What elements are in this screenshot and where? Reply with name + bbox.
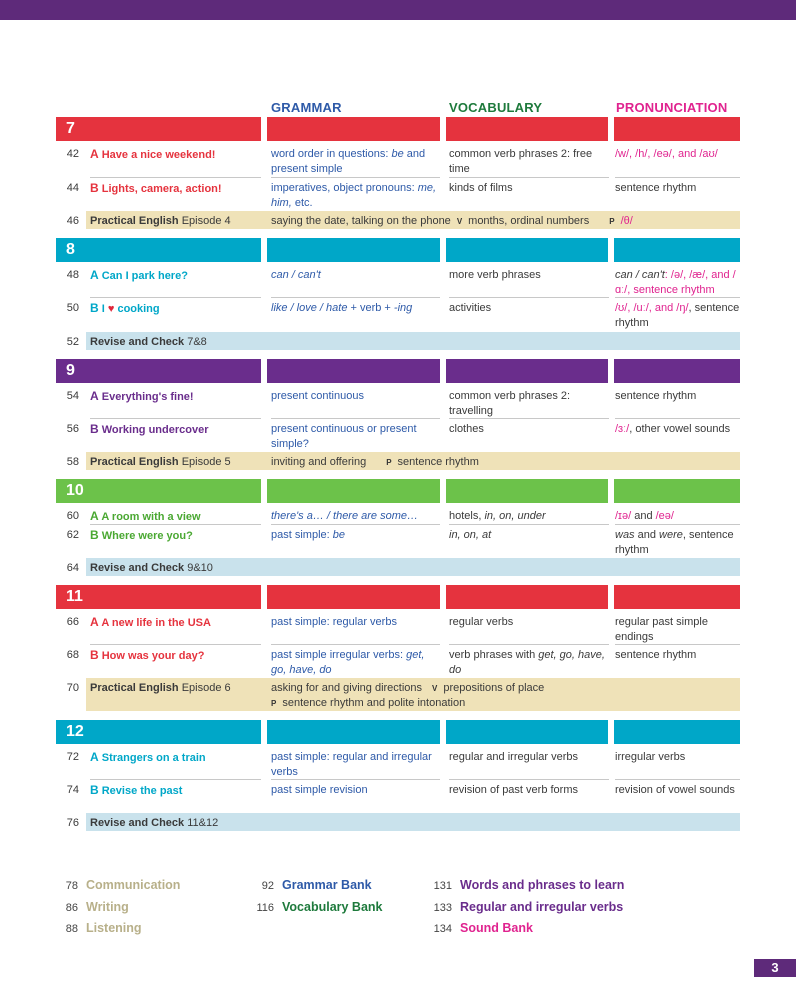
vocabulary-cell: activities (449, 302, 492, 314)
pronunciation-cell: /w/, /h/, /eə/, and /aʊ/ (615, 148, 718, 160)
footer-link-words-phrases[interactable]: 131 Words and phrases to learn (433, 878, 625, 892)
grammar-cell: past simple: regular verbs (271, 616, 397, 628)
lesson-row (56, 419, 740, 452)
practical-english-row (56, 211, 740, 229)
pronunciation-header: PRONUNCIATION (616, 100, 728, 115)
page-number: 68 (66, 649, 79, 661)
vocabulary-cell: kinds of films (449, 182, 513, 194)
unit-number: 12 (56, 720, 261, 744)
footer-link-irregular-verbs[interactable]: 133 Regular and irregular verbs (433, 900, 624, 914)
revise-check-row (56, 558, 740, 576)
vocabulary-cell: verb phrases with get, go, have, do (449, 649, 605, 676)
vocabulary-cell: clothes (449, 423, 484, 435)
lesson-row (56, 386, 740, 419)
heart-icon: ♥ (107, 303, 115, 315)
pronunciation-cell: regular past simple endings (615, 616, 708, 643)
grammar-cell: imperatives, object pronouns: me, him, etc. (271, 182, 437, 209)
revise-check-title[interactable]: Revise and Check 7&8 (90, 336, 207, 348)
page-number: 74 (66, 784, 79, 796)
footer-link-vocabulary-bank[interactable]: 116 Vocabulary Bank (256, 900, 383, 914)
grammar-cell: can / can't (271, 269, 321, 281)
unit-number: 9 (56, 359, 261, 383)
pronunciation-cell: was and were, sentence rhythm (615, 529, 734, 556)
footer-link-sound-bank[interactable]: 134 Sound Bank (433, 921, 533, 935)
practical-english-row (56, 678, 740, 711)
grammar-cell: past simple: be (271, 529, 345, 541)
vocabulary-header: VOCABULARY (449, 100, 543, 115)
lesson-title[interactable]: B Working undercover (90, 422, 209, 436)
page-number: 58 (66, 456, 79, 468)
grammar-cell: past simple: regular and irregular verbs (271, 751, 432, 778)
practical-english-title[interactable]: Practical English Episode 6 (90, 682, 231, 694)
pronunciation-cell: sentence rhythm (615, 649, 697, 661)
lesson-title[interactable]: B How was your day? (90, 648, 205, 662)
revise-check-title[interactable]: Revise and Check 9&10 (90, 562, 213, 574)
unit-number: 11 (56, 585, 261, 609)
grammar-header: GRAMMAR (271, 100, 342, 115)
page-number: 64 (66, 562, 79, 574)
lesson-row (56, 645, 740, 678)
lesson-row (56, 525, 740, 558)
grammar-cell: past simple irregular verbs: get, go, have, do (271, 649, 425, 676)
pronunciation-cell: sentence rhythm (615, 182, 697, 194)
grammar-cell: past simple revision (271, 784, 368, 796)
lesson-row (56, 506, 740, 525)
page-number: 48 (66, 269, 79, 281)
lesson-title[interactable]: A Everything's fine! (90, 389, 194, 403)
contents-table (56, 117, 740, 831)
vocabulary-cell: revision of past verb forms (449, 784, 578, 796)
grammar-cell: there's a… / there are some… (271, 510, 418, 522)
lesson-title[interactable]: A A room with a view (90, 509, 201, 523)
footer-link-listening[interactable]: 88 Listening (65, 921, 142, 935)
lesson-title[interactable]: A Strangers on a train (90, 750, 206, 764)
pronunciation-cell: revision of vowel sounds (615, 784, 735, 796)
page-number-badge: 3 (754, 959, 796, 977)
unit-8-bar (56, 238, 740, 262)
grammar-cell: word order in questions: be and present simple (271, 148, 426, 175)
footer-link-grammar-bank[interactable]: 92 Grammar Bank (261, 878, 372, 892)
page-number: 72 (66, 751, 79, 763)
lesson-title[interactable]: B Where were you? (90, 528, 193, 542)
lesson-title[interactable]: A Have a nice weekend! (90, 147, 216, 161)
lesson-row (56, 298, 740, 332)
practical-english-content: inviting and offering P sentence rhythm (271, 456, 479, 468)
page-number: 60 (66, 510, 79, 522)
unit-9-bar (56, 359, 740, 383)
revise-check-row (56, 332, 740, 350)
lesson-title[interactable]: B I ♥ cooking (90, 301, 160, 315)
page-number: 46 (66, 215, 79, 227)
practical-english-content: asking for and giving directions V prepositions of place P sentence rhythm and polite intonation (271, 682, 545, 709)
page-number: 70 (66, 682, 79, 694)
footer-link-writing[interactable]: 86 Writing (65, 900, 129, 914)
lesson-row (56, 612, 740, 645)
grammar-cell: present continuous (271, 390, 364, 402)
practical-english-content: saying the date, talking on the phone V months, ordinal numbers P /θ/ (271, 215, 633, 227)
grammar-cell: present continuous or present simple? (271, 423, 417, 450)
page-number: 44 (66, 182, 79, 194)
vocabulary-cell: common verb phrases 2: travelling (449, 390, 571, 417)
vocabulary-cell: more verb phrases (449, 269, 541, 281)
unit-10-bar (56, 479, 740, 503)
lesson-title[interactable]: A A new life in the USA (90, 615, 211, 629)
page-number: 76 (66, 817, 79, 829)
unit-number: 7 (56, 117, 261, 141)
unit-number: 8 (56, 238, 261, 262)
practical-english-row (56, 452, 740, 470)
pronunciation-cell: /ɪə/ and /eə/ (615, 510, 674, 522)
unit-number: 10 (56, 479, 261, 503)
page-number: 42 (66, 148, 79, 160)
unit-11-bar (56, 585, 740, 609)
lesson-title[interactable]: B Lights, camera, action! (90, 181, 222, 195)
unit-12-bar (56, 720, 740, 744)
page-number: 52 (66, 336, 79, 348)
page-number: 50 (66, 302, 79, 314)
pronunciation-cell: /ɜː/, other vowel sounds (615, 423, 731, 435)
lesson-title[interactable]: B Revise the past (90, 783, 183, 797)
unit-7-bar (56, 117, 740, 141)
vocabulary-cell: regular and irregular verbs (449, 751, 579, 763)
pronunciation-cell: can / can't: /ə/, /æ/, and /ɑː/, sentence rhythm (615, 269, 736, 296)
page-number: 62 (66, 529, 79, 541)
vocabulary-cell: in, on, at (449, 529, 492, 541)
lesson-row (56, 265, 740, 298)
top-banner (0, 0, 796, 20)
page-number: 56 (66, 423, 79, 435)
practical-english-title[interactable]: Practical English Episode 4 (90, 215, 231, 227)
lesson-row (56, 178, 740, 211)
pronunciation-cell: /ʊ/, /uː/, and /ŋ/, sentence rhythm (615, 302, 740, 329)
footer-link-communication[interactable]: 78 Communication (65, 878, 181, 892)
vocabulary-cell: hotels, in, on, under (449, 510, 546, 522)
vocabulary-cell: common verb phrases 2: free time (449, 148, 593, 175)
page-number: 54 (66, 390, 79, 402)
lesson-row (56, 780, 740, 813)
revise-check-row (56, 813, 740, 831)
lesson-title[interactable]: A Can I park here? (90, 268, 188, 282)
lesson-row (56, 144, 740, 178)
lesson-row (56, 747, 740, 780)
page-number: 66 (66, 616, 79, 628)
pronunciation-cell: sentence rhythm (615, 390, 697, 402)
revise-check-title[interactable]: Revise and Check 11&12 (90, 817, 219, 829)
pronunciation-cell: irregular verbs (615, 751, 686, 763)
grammar-cell: like / love / hate + verb + -ing (271, 302, 413, 314)
practical-english-title[interactable]: Practical English Episode 5 (90, 456, 231, 468)
vocabulary-cell: regular verbs (449, 616, 514, 628)
